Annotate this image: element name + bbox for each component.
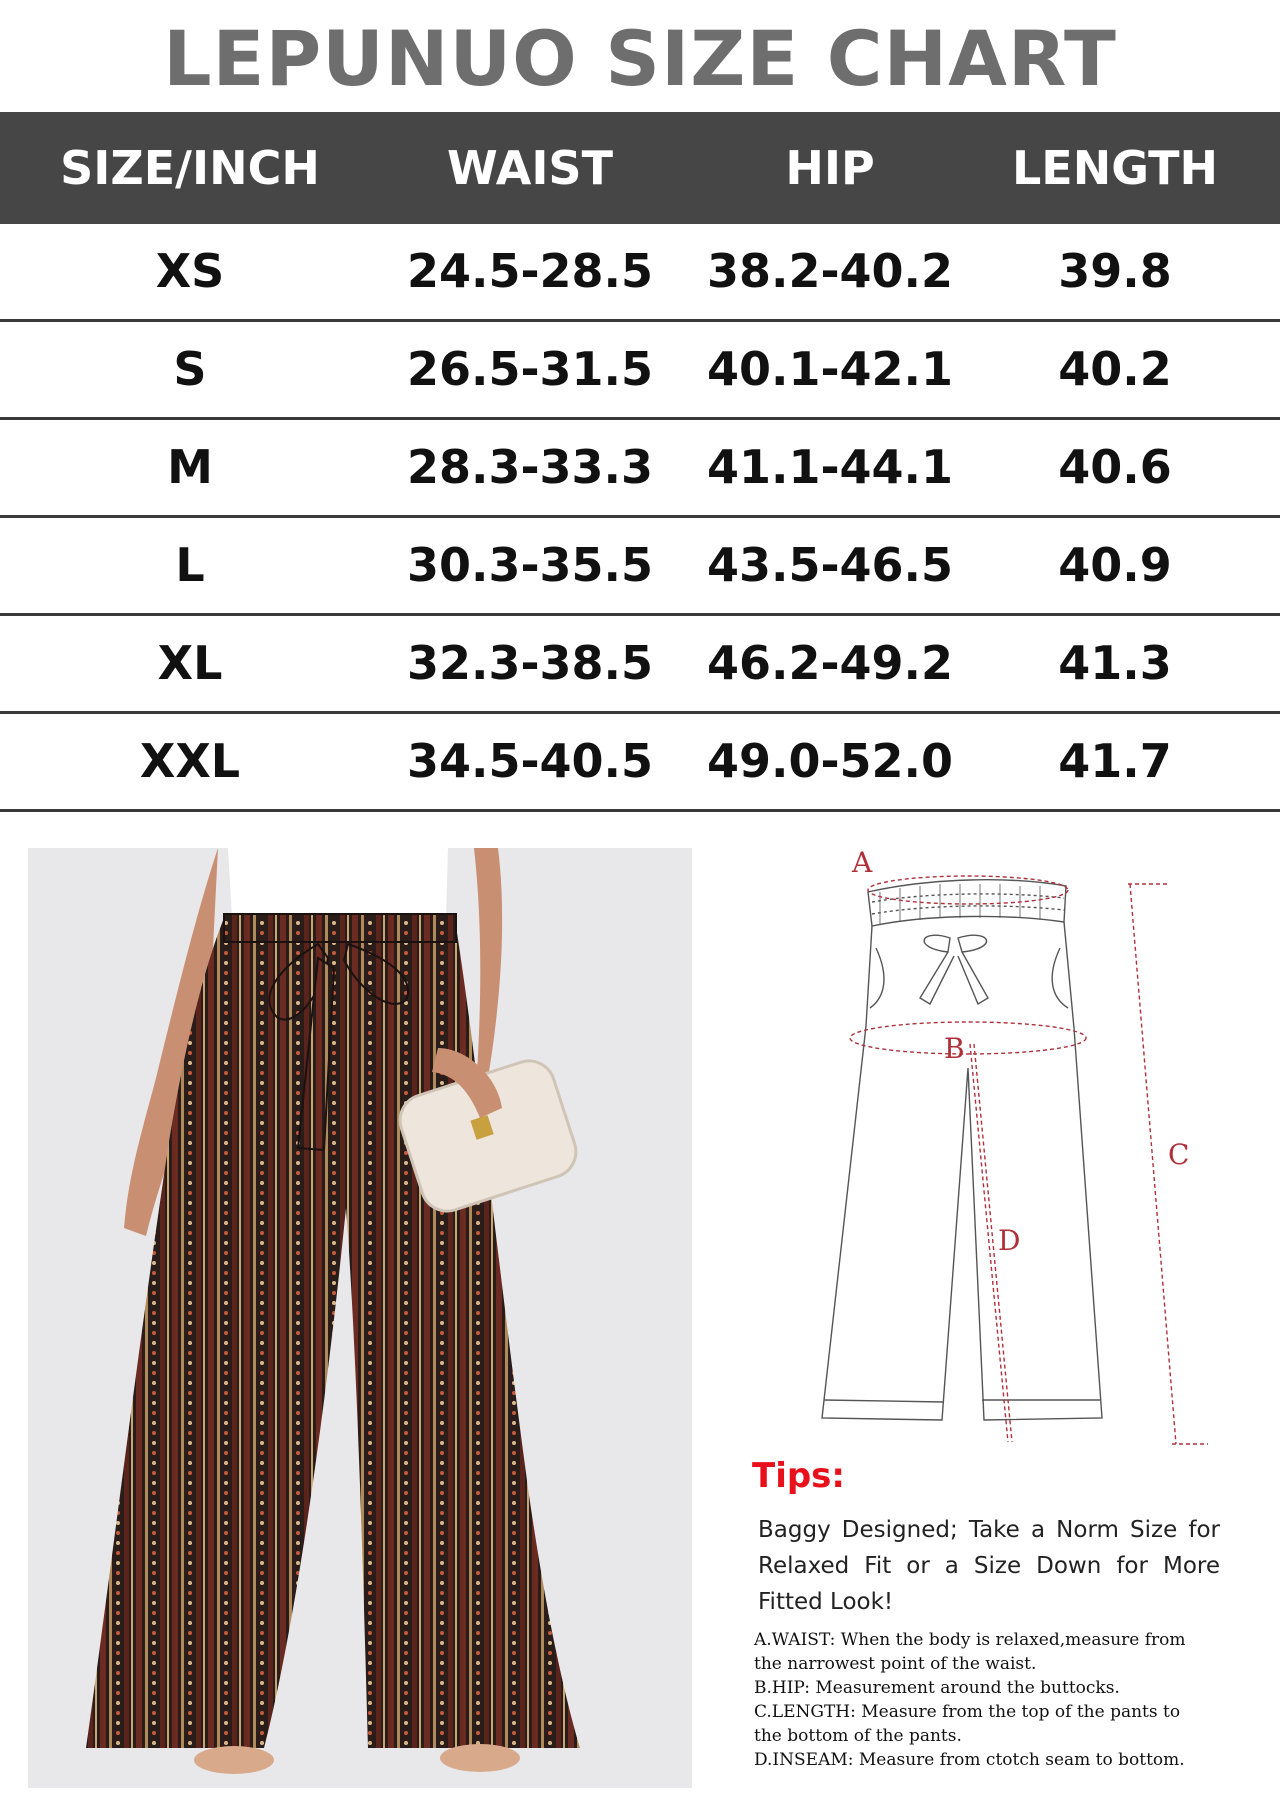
waist-cell: 24.5-28.5 — [406, 244, 654, 298]
header-waist: WAIST — [447, 141, 613, 195]
length-cell: 39.8 — [1058, 244, 1172, 298]
note-line: the narrowest point of the waist. — [754, 1654, 1037, 1674]
header-size: SIZE/INCH — [60, 141, 320, 195]
table-row — [0, 518, 1280, 616]
page-title: LEPUNUO SIZE CHART — [163, 14, 1117, 103]
note-line: the bottom of the pants. — [754, 1726, 962, 1746]
size-cell: M — [167, 440, 213, 494]
length-cell: 40.9 — [1058, 538, 1172, 592]
label-c: C — [1168, 1138, 1190, 1171]
label-a: A — [852, 848, 873, 879]
hip-cell: 49.0-52.0 — [706, 734, 954, 788]
size-cell: L — [175, 538, 205, 592]
length-cell: 41.3 — [1058, 636, 1172, 690]
tips-title: Tips: — [752, 1456, 846, 1496]
hip-cell: 41.1-44.1 — [706, 440, 954, 494]
waist-cell: 30.3-35.5 — [406, 538, 654, 592]
hip-cell: 40.1-42.1 — [706, 342, 954, 396]
size-cell: XL — [157, 636, 223, 690]
hip-cell: 38.2-40.2 — [706, 244, 954, 298]
note-line: D.INSEAM: Measure from ctotch seam to bottom. — [754, 1750, 1185, 1770]
table-row — [0, 224, 1280, 322]
table-row — [0, 322, 1280, 420]
table-row — [0, 616, 1280, 714]
note-line: C.LENGTH: Measure from the top of the pants to — [754, 1702, 1181, 1722]
note-line: A.WAIST: When the body is relaxed,measure from — [754, 1630, 1186, 1650]
measurement-diagram — [780, 848, 1260, 1458]
header-hip: HIP — [785, 141, 875, 195]
length-cell: 40.2 — [1058, 342, 1172, 396]
note-line: B.HIP: Measurement around the buttocks. — [754, 1678, 1120, 1698]
length-cell: 40.6 — [1058, 440, 1172, 494]
hip-cell: 43.5-46.5 — [706, 538, 954, 592]
tips-main-text: Baggy Designed; Take a Norm Size for Relaxed Fit or a Size Down for More Fitted Look! — [758, 1517, 1220, 1615]
size-cell: XXL — [139, 734, 241, 788]
table-header — [0, 112, 1280, 224]
header-length: LENGTH — [1011, 141, 1219, 195]
product-photo — [28, 848, 692, 1788]
table-row — [0, 714, 1280, 812]
pants-outline-diagram — [780, 848, 1260, 1458]
table-row — [0, 420, 1280, 518]
waist-cell: 32.3-38.5 — [406, 636, 654, 690]
length-cell: 41.7 — [1058, 734, 1172, 788]
size-cell: XS — [155, 244, 225, 298]
label-b: B — [944, 1032, 965, 1065]
waist-cell: 28.3-33.3 — [406, 440, 654, 494]
model-pants-illustration — [28, 848, 692, 1788]
size-cell: S — [173, 342, 207, 396]
hip-cell: 46.2-49.2 — [706, 636, 954, 690]
label-d: D — [998, 1224, 1021, 1257]
measurement-notes — [754, 1628, 1224, 1772]
waist-cell: 34.5-40.5 — [406, 734, 654, 788]
waist-cell: 26.5-31.5 — [406, 342, 654, 396]
